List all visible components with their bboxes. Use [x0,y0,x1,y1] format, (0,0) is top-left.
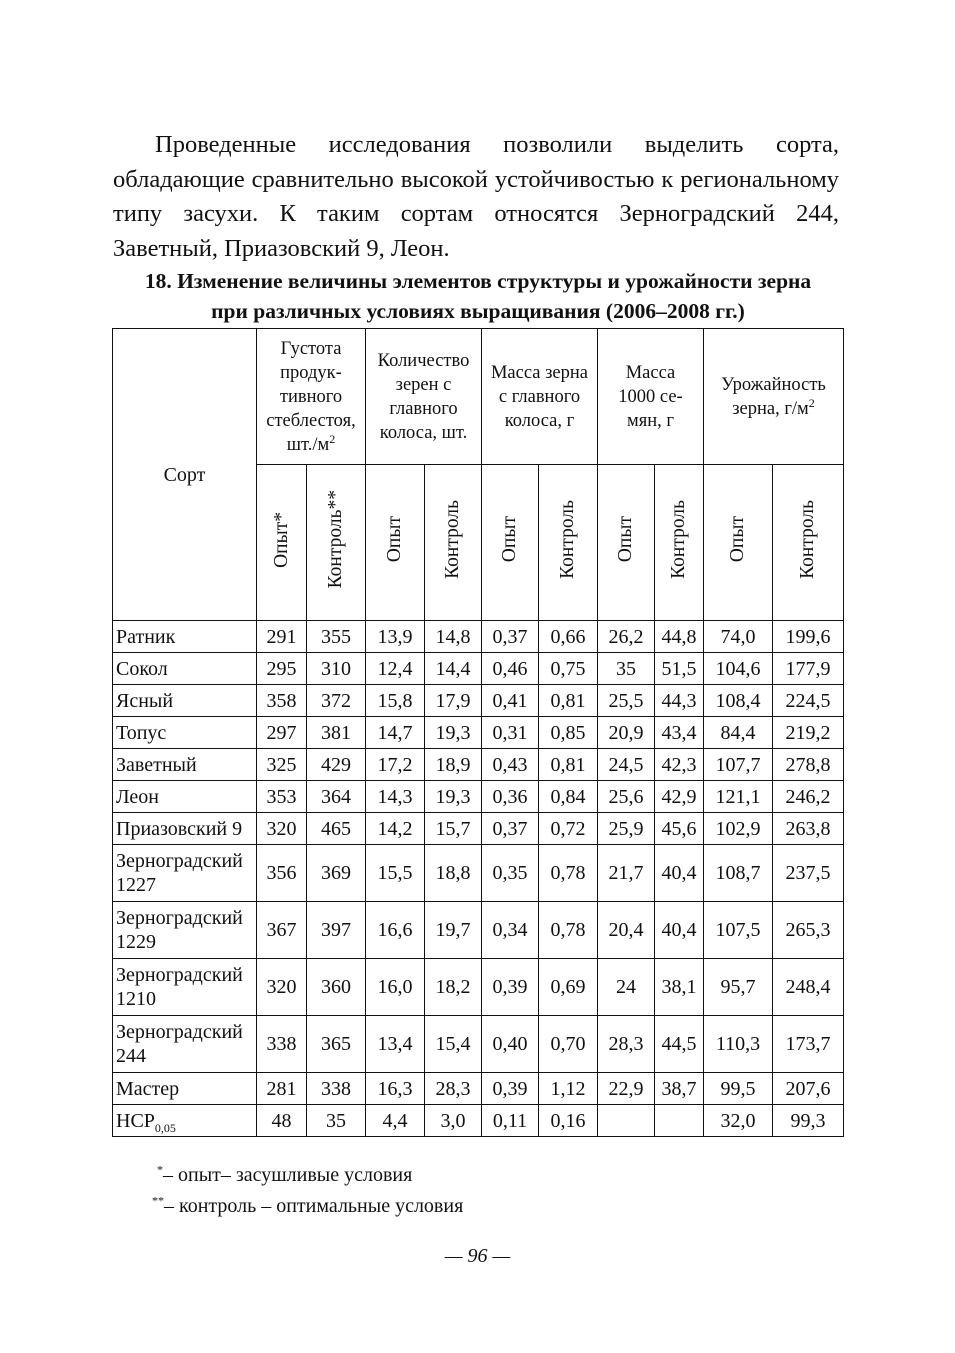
table-cell: 14,2 [366,813,425,845]
table-cell: 99,5 [704,1073,773,1105]
table-cell: 4,4 [366,1105,425,1137]
table-cell: 320 [257,959,307,1016]
table-cell: 369 [307,845,366,902]
table-cell: 21,7 [598,845,655,902]
subheader-kontrol: Контроль** [307,465,366,621]
table-cell: 15,7 [425,813,482,845]
header-thousand-seed-mass: Масса 1000 се- мян, г [598,329,704,465]
table-cell: 19,7 [425,902,482,959]
table-row [113,902,844,959]
table-cell: 18,2 [425,959,482,1016]
table-cell: 0,41 [482,685,539,717]
table-cell: 325 [257,749,307,781]
table-cell: 14,7 [366,717,425,749]
page-number: — 96 — [444,1245,511,1267]
table-cell: 25,9 [598,813,655,845]
table-cell: 199,6 [773,621,844,653]
table-row [113,813,844,845]
table-cell: 0,43 [482,749,539,781]
table-cell: 121,1 [704,781,773,813]
table-cell: 51,5 [655,653,704,685]
table-cell [598,1105,655,1137]
table-cell: 0,39 [482,1073,539,1105]
table-cell: 104,6 [704,653,773,685]
table-cell: 108,4 [704,685,773,717]
row-variety: Заветный [113,749,257,781]
table-cell: 18,8 [425,845,482,902]
table-cell: 372 [307,685,366,717]
caption-line-1: 18. Изменение величины элементов структуры и урожайности зерна [144,269,812,293]
table-cell: 24 [598,959,655,1016]
header-grain-mass: Масса зерна с главного колоса, г [482,329,598,465]
table-cell: 0,36 [482,781,539,813]
row-variety: Ясный [113,685,257,717]
table-cell: 19,3 [425,717,482,749]
table-cell: 48 [257,1105,307,1137]
table-cell: 15,4 [425,1016,482,1073]
table-cell: 0,11 [482,1105,539,1137]
header-row-groups [113,329,844,465]
table-cell: 355 [307,621,366,653]
table-cell: 28,3 [425,1073,482,1105]
table-cell: 224,5 [773,685,844,717]
table-cell: 84,4 [704,717,773,749]
subheader-opyt: Опыт [598,465,655,621]
table-cell: 0,16 [539,1105,598,1137]
table-cell: 0,46 [482,653,539,685]
table-cell: 95,7 [704,959,773,1016]
table-cell: 32,0 [704,1105,773,1137]
table-cell: 291 [257,621,307,653]
table-cell: 38,7 [655,1073,704,1105]
table-cell: 237,5 [773,845,844,902]
table-cell: 0,75 [539,653,598,685]
subheader-kontrol: Контроль [425,465,482,621]
row-variety: Зерноградский 244 [113,1016,257,1073]
table-cell: 0,39 [482,959,539,1016]
table-cell: 110,3 [704,1016,773,1073]
table-cell: 207,6 [773,1073,844,1105]
table-cell: 99,3 [773,1105,844,1137]
table-cell: 42,3 [655,749,704,781]
row-variety: Ратник [113,621,257,653]
table-cell: 102,9 [704,813,773,845]
table-cell: 338 [257,1016,307,1073]
table-cell: 13,9 [366,621,425,653]
header-density: Густота продук- тивного стеблестоя, $шт./м^2$ [257,329,366,465]
table-cell: 465 [307,813,366,845]
table-cell: 40,4 [655,845,704,902]
table-cell: 17,9 [425,685,482,717]
table-cell: 42,9 [655,781,704,813]
table-cell: 38,1 [655,959,704,1016]
row-variety: Зерноградский 1210 [113,959,257,1016]
table-cell: 12,4 [366,653,425,685]
subheader-opyt: Опыт [482,465,539,621]
table-cell: 0,35 [482,845,539,902]
table-cell: 281 [257,1073,307,1105]
footnote-2: **– контроль – оптимальные условия [152,1193,464,1217]
table-cell: 0,78 [539,845,598,902]
header-variety: Сорт [113,329,257,621]
table-row [113,845,844,902]
table-cell: 310 [307,653,366,685]
header-yield: Урожайность зерна, $г/м^2$ [704,329,844,465]
table-cell: 22,9 [598,1073,655,1105]
table-cell: 397 [307,902,366,959]
table-cell: 107,5 [704,902,773,959]
table-cell: 263,8 [773,813,844,845]
table-row [113,621,844,653]
table-cell: 17,2 [366,749,425,781]
table-cell: 16,3 [366,1073,425,1105]
table-cell: 353 [257,781,307,813]
table-cell: 74,0 [704,621,773,653]
table-cell: 18,9 [425,749,482,781]
table-cell: 35 [307,1105,366,1137]
table-cell: 3,0 [425,1105,482,1137]
table-cell: 44,8 [655,621,704,653]
table-row [113,717,844,749]
table-cell: 0,37 [482,813,539,845]
subheader-opyt: Опыт [366,465,425,621]
subheader-opyt: Опыт [704,465,773,621]
row-variety: Сокол [113,653,257,685]
table-cell: 107,7 [704,749,773,781]
table-cell: 16,6 [366,902,425,959]
table-cell: 360 [307,959,366,1016]
table-cell: 43,4 [655,717,704,749]
table-cell: 35 [598,653,655,685]
table-cell [655,1105,704,1137]
table-row [113,1016,844,1073]
table-cell: 26,2 [598,621,655,653]
table-cell: 246,2 [773,781,844,813]
table-cell: 381 [307,717,366,749]
table-cell: 0,72 [539,813,598,845]
table-cell: 278,8 [773,749,844,781]
data-table [112,328,844,1137]
table-cell: 365 [307,1016,366,1073]
table-cell: 0,85 [539,717,598,749]
table-cell: 364 [307,781,366,813]
subheader-opyt: Опыт* [257,465,307,621]
row-variety: Зерноградский 1229 [113,902,257,959]
row-variety: Леон [113,781,257,813]
subheader-kontrol: Контроль [655,465,704,621]
table-cell: 0,81 [539,685,598,717]
table-cell: 24,5 [598,749,655,781]
subheader-kontrol: Контроль [539,465,598,621]
table-cell: 248,4 [773,959,844,1016]
table-cell: 13,4 [366,1016,425,1073]
table-row [113,653,844,685]
table-cell: 429 [307,749,366,781]
header-grain-count: Количество зерен с главного колоса, шт. [366,329,482,465]
table-row [113,749,844,781]
table-cell: 0,84 [539,781,598,813]
table-cell: 338 [307,1073,366,1105]
table-cell: 173,7 [773,1016,844,1073]
row-variety: Зерноградский 1227 [113,845,257,902]
table-cell: 108,7 [704,845,773,902]
table-cell: 45,6 [655,813,704,845]
table-cell: 14,3 [366,781,425,813]
table-cell: 0,78 [539,902,598,959]
row-variety: Приазовский 9 [113,813,257,845]
table-cell: 25,6 [598,781,655,813]
table-cell: 15,8 [366,685,425,717]
table-cell: 177,9 [773,653,844,685]
table-cell: 219,2 [773,717,844,749]
table-cell: 16,0 [366,959,425,1016]
body-paragraph: Проведенные исследования позволили выделить сорта, обладающие сравнительно высокой устойчивостью к региональному типу засухи. К таким сортам относятся Зерноградский 244, Заветный, Приазовский 9, Леон. [113,131,839,262]
table-row [113,1105,844,1137]
row-variety: $НСР_{0,05}$ [113,1105,257,1137]
table-cell: 265,3 [773,902,844,959]
table-cell: 0,66 [539,621,598,653]
table-cell: 15,5 [366,845,425,902]
table-cell: 28,3 [598,1016,655,1073]
footnote-1: *– опыт– засушливые условия [157,1162,413,1186]
row-variety: Топус [113,717,257,749]
table-cell: 367 [257,902,307,959]
table-cell: 1,12 [539,1073,598,1105]
table-caption [113,266,843,326]
table-cell: 0,31 [482,717,539,749]
table-cell: 25,5 [598,685,655,717]
subheader-kontrol: Контроль [773,465,844,621]
table-row [113,685,844,717]
table-cell: 0,81 [539,749,598,781]
table-cell: 20,9 [598,717,655,749]
table-row [113,1073,844,1105]
table-cell: 0,37 [482,621,539,653]
table-cell: 0,40 [482,1016,539,1073]
table-cell: 0,70 [539,1016,598,1073]
table-cell: 295 [257,653,307,685]
table-cell: 14,4 [425,653,482,685]
table-cell: 358 [257,685,307,717]
table-cell: 20,4 [598,902,655,959]
table-cell: 44,5 [655,1016,704,1073]
table-cell: 297 [257,717,307,749]
table-row [113,959,844,1016]
table-cell: 356 [257,845,307,902]
row-variety: Мастер [113,1073,257,1105]
table-cell: 14,8 [425,621,482,653]
table-cell: 0,69 [539,959,598,1016]
table-row [113,781,844,813]
table-cell: 0,34 [482,902,539,959]
table-cell: 44,3 [655,685,704,717]
table-cell: 19,3 [425,781,482,813]
caption-line-2: при различных условиях выращивания (2006–2008 гг.) [211,299,745,323]
table-cell: 320 [257,813,307,845]
table-cell: 40,4 [655,902,704,959]
